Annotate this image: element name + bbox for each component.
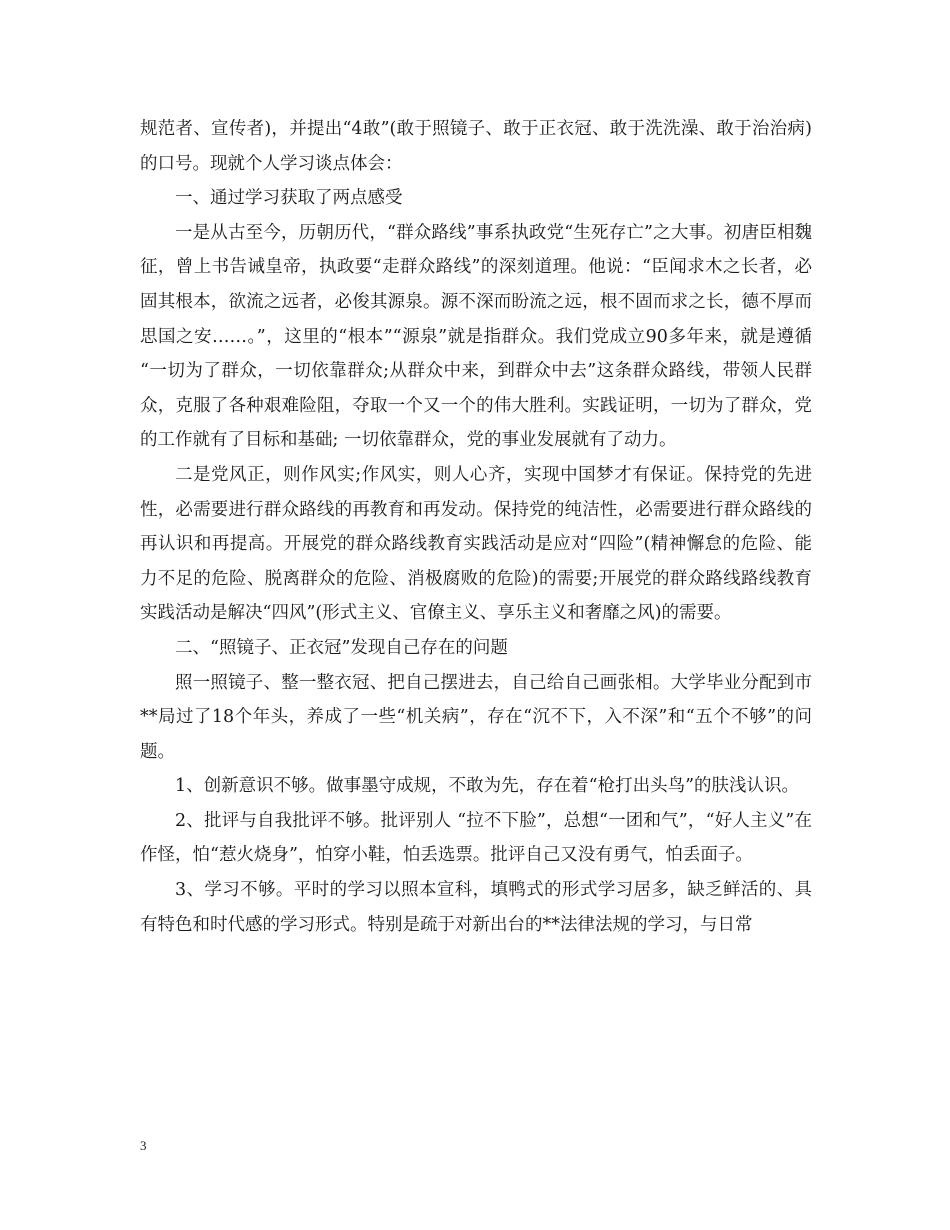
paragraph: 规范者、宣传者)，并提出“4敢”(敢于照镜子、敢于正衣冠、敢于洗洗澡、敢于治治病)的口号。现就个人学习谈点体会：: [140, 119, 812, 174]
paragraph: 1、创新意识不够。做事墨守成规，不敢为先，存在着“枪打出头鸟”的肤浅认识。: [175, 776, 800, 797]
paragraph: 二是党风正，则作风实;作风实，则人心齐，实现中国梦才有保证。保持党的先进性，必需要进行群众路线的再教育和再发动。保持党的纯洁性，必需要进行群众路线的再认识和再提高。开展党的群众路线教育实践活动是应对“四险”(精神懈怠的危险、能力不足的危险、脱离群众的危险、消极腐败的危险)的需要;开展党的群众路线路线教育实践活动是解决“四风”(形式主义、官僚主义、享乐主义和奢靡之风)的需要。: [140, 464, 812, 624]
paragraph: 3、学习不够。平时的学习以照本宣科，填鸭式的形式学习居多，缺乏鲜活的、具有特色和时代感的学习形式。特别是疏于对新出台的**法律法规的学习，与日常: [140, 880, 812, 935]
page-number: 3: [140, 1138, 147, 1153]
paragraph: 一是从古至今，历朝历代，“群众路线”事系执政党“生死存亡”之大事。初唐臣相魏征，曾上书告诫皇帝，执政要“走群众路线”的深刻道理。他说：“臣闻求木之长者，必固其根本，欲流之远者，必俊其源泉。源不深而盼流之远，根不固而求之长，德不厚而思国之安……。”，这里的“根本”“源泉”就是指群众。我们党成立90多年来，就是遵循 “一切为了群众，一切依靠群众;从群众中来，到群众中去”这条群众路线，带领人民群众，克服了各种艰难险阻，夺取一个又一个的伟大胜利。实践证明，一切为了群众，党的工作就有了目标和基础; 一切依靠群众，党的事业发展就有了动力。: [140, 222, 812, 451]
document-body: [140, 112, 812, 942]
paragraph: 2、批评与自我批评不够。批评别人 “拉不下脸”，总想“一团和气”，“好人主义”在作怪，怕“惹火烧身”，怕穿小鞋，怕丢选票。批评自己又没有勇气，怕丢面子。: [140, 810, 812, 866]
paragraph: 照一照镜子、整一整衣冠、把自己摆进去，自己给自己画张相。大学毕业分配到市**局过了18个年头，养成了一些“机关病”，存在“沉不下，入不深”和“五个不够”的问题。: [140, 672, 812, 762]
paragraph: 二、“照镜子、正衣冠”发现自己存在的问题: [175, 637, 508, 658]
paragraph: 一、通过学习获取了两点感受: [175, 188, 403, 209]
